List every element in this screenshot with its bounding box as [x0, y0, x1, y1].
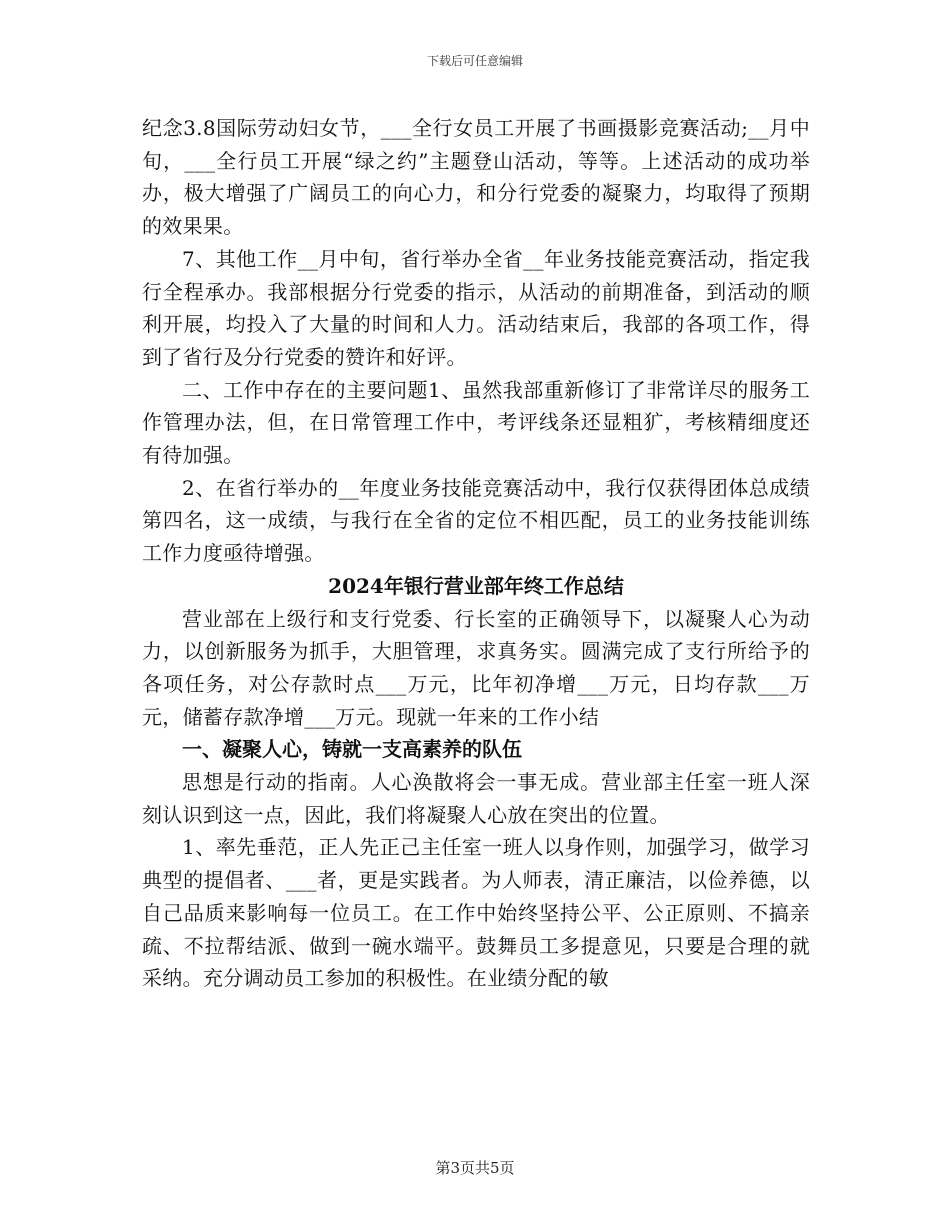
- paragraph-thought: 思想是行动的指南。人心涣散将会一事无成。营业部主任室一班人深刻认识到这一点，因此，我们将凝聚人心放在突出的位置。: [142, 770, 810, 827]
- paragraph-intro: 营业部在上级行和支行党委、行长室的正确领导下，以凝聚人心为动力，以创新服务为抓手，大胆管理，求真务实。圆满完成了支行所给予的各项任务，对公存款时点___万元，比年初净增___万元，日均存款___万元，储蓄存款净增___万元。现就一年来的工作小结: [142, 606, 810, 729]
- paragraph-lead-by-example: 1、率先垂范，正人先正己主任室一班人以身作则，加强学习，做学习典型的提倡者、___者，更是实践者。为人师表，清正廉洁，以俭养德，以自己品质来影响每一位员工。在工作中始终坚持公平、公正原则、不搞亲疏、不拉帮结派、做到一碗水端平。鼓舞员工多提意见，只要是合理的就采纳。充分调动员工参加的积极性。在业绩分配的敏: [142, 835, 810, 991]
- section-title: 2024年银行营业部年终工作总结: [328, 573, 624, 598]
- paragraph-competition-result: 2、在省行举办的__年度业务技能竞赛活动中，我行仅获得团体总成绩第四名，这一成绩，与我行在全省的定位不相匹配，员工的业务技能训练工作力度亟待增强。: [142, 475, 810, 566]
- paragraph-main-problems: 二、工作中存在的主要问题1、虽然我部重新修订了非常详尽的服务工作管理办法，但，在日常管理工作中，考评线条还显粗犷，考核精细度还有待加强。: [142, 377, 810, 468]
- paragraph-activities-continued: 纪念3.8国际劳动妇女节，___全行女员工开展了书画摄影竞赛活动;__月中旬，___全行员工开展“绿之约”主题登山活动，等等。上述活动的成功举办，极大增强了广阔员工的向心力，和分行党委的凝聚力，均取得了预期的效果果。: [142, 116, 810, 239]
- page-footer: 第3页共5页: [435, 1159, 515, 1177]
- paragraph-other-work: 7、其他工作__月中旬，省行举办全省__年业务技能竞赛活动，指定我行全程承办。我部根据分行党委的指示，从活动的前期准备，到活动的顺利开展，均投入了大量的时间和人力。活动结束后，我部的各项工作，得到了省行及分行党委的赞许和好评。: [142, 246, 810, 369]
- subheading-team: 一、凝聚人心，铸就一支高素养的队伍: [182, 737, 522, 762]
- document-body: [142, 112, 810, 995]
- page-header: 下载后可任意编辑: [426, 54, 523, 68]
